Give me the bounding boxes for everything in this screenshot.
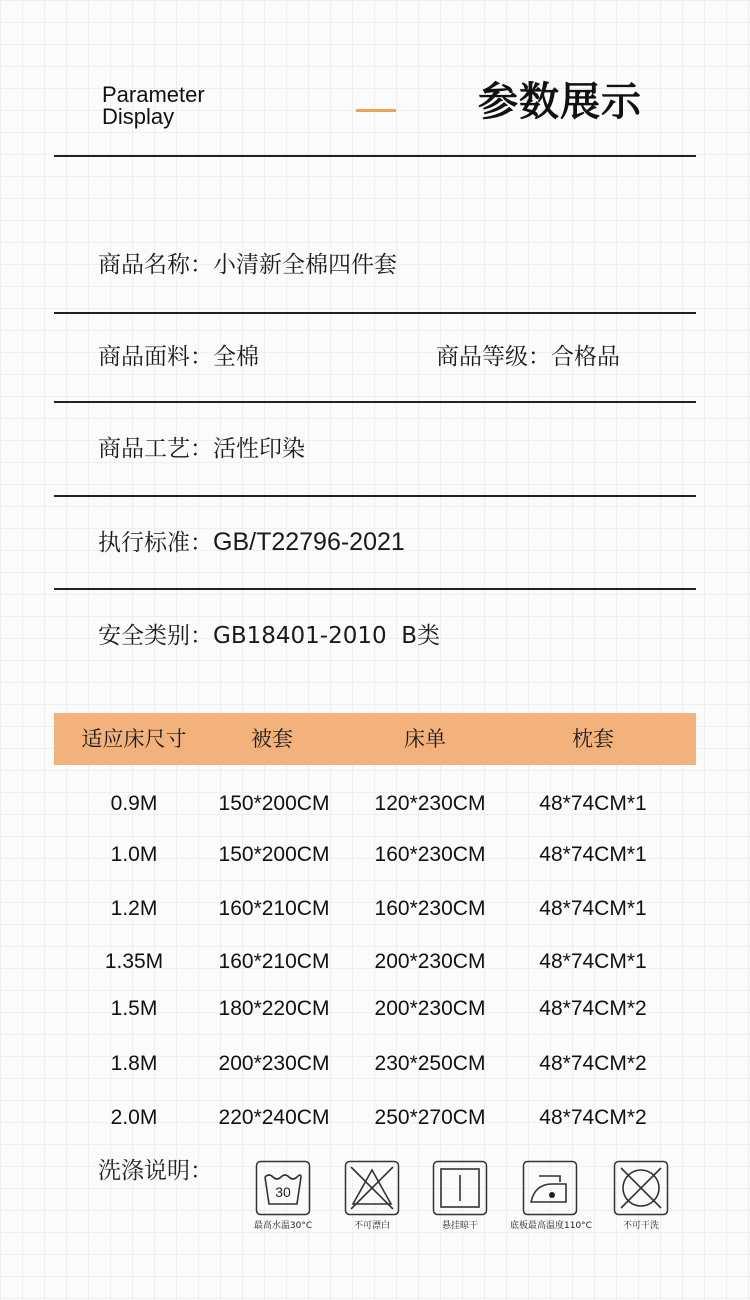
- param-standard-label: 执行标准：: [98, 530, 213, 556]
- param-grade: 商品等级：合格品: [436, 344, 620, 370]
- table-cell-size: 2.0M: [110, 1106, 158, 1129]
- table-cell-sheet: 230*250CM: [374, 1052, 486, 1075]
- table-cell-pillowcase: 48*74CM*1: [539, 897, 647, 920]
- table-cell-sheet: 120*230CM: [374, 792, 486, 815]
- wash-30-icon: [255, 1160, 311, 1216]
- table-cell-size: 1.0M: [110, 843, 158, 866]
- param-safety-value: GB18401-2010 B类: [213, 623, 441, 649]
- care-caption: 最高水温30°C: [253, 1221, 313, 1231]
- param-standard-value: GB/T22796-2021: [213, 528, 405, 556]
- table-cell-sheet: 200*230CM: [374, 950, 486, 973]
- washing-label: 洗涤说明：: [98, 1158, 213, 1184]
- care-caption: 不可漂白: [353, 1221, 390, 1231]
- iron-icon: [522, 1160, 578, 1216]
- divider: [54, 588, 696, 590]
- table-row: [54, 993, 696, 1025]
- param-name: 商品名称：小清新全棉四件套: [98, 252, 397, 278]
- param-safety: [98, 621, 440, 651]
- size-table-header-sheet: 床单: [404, 727, 446, 751]
- table-cell-size: 1.2M: [110, 897, 158, 920]
- page-title: 参数展示: [478, 79, 642, 125]
- care-item-no-dry-clean: [601, 1160, 681, 1232]
- divider: [54, 401, 696, 403]
- wash-temperature: 30: [275, 1184, 291, 1200]
- table-cell-size: 1.35M: [104, 950, 164, 973]
- table-cell-pillowcase: 48*74CM*2: [539, 997, 647, 1020]
- care-item-wash: [243, 1160, 323, 1232]
- care-item-no-bleach: [332, 1160, 412, 1232]
- hang-dry-icon: [432, 1160, 488, 1216]
- accent-dash: [356, 109, 396, 112]
- table-cell-duvet: 160*210CM: [218, 897, 330, 920]
- table-cell-pillowcase: 48*74CM*1: [539, 950, 647, 973]
- param-fabric: 商品面料：全棉: [98, 344, 259, 370]
- table-cell-pillowcase: 48*74CM*2: [539, 1052, 647, 1075]
- table-cell-pillowcase: 48*74CM*1: [539, 843, 647, 866]
- table-cell-pillowcase: 48*74CM*2: [539, 1106, 647, 1129]
- table-row: [54, 788, 696, 820]
- care-caption: 底板最高温度110°C: [510, 1221, 592, 1231]
- table-cell-sheet: 160*230CM: [374, 843, 486, 866]
- table-cell-size: 1.8M: [110, 1052, 158, 1075]
- table-cell-sheet: 250*270CM: [374, 1106, 486, 1129]
- table-row: [54, 893, 696, 925]
- table-cell-sheet: 200*230CM: [374, 997, 486, 1020]
- table-cell-size: 1.5M: [110, 997, 158, 1020]
- size-table-header-duvet: 被套: [251, 727, 293, 751]
- english-title: [102, 84, 282, 128]
- table-cell-sheet: 160*230CM: [374, 897, 486, 920]
- divider: [54, 495, 696, 497]
- table-cell-duvet: 150*200CM: [218, 792, 330, 815]
- divider: [54, 312, 696, 314]
- no-dry-clean-icon: [613, 1160, 669, 1216]
- table-cell-pillowcase: 48*74CM*1: [539, 792, 647, 815]
- table-row: [54, 839, 696, 871]
- table-row: [54, 1048, 696, 1080]
- care-caption: 不可干洗: [622, 1221, 659, 1231]
- size-table-header-pillowcase: 枕套: [572, 727, 614, 751]
- param-standard: [98, 527, 405, 558]
- param-craft: 商品工艺：活性印染: [98, 436, 305, 462]
- table-cell-duvet: 160*210CM: [218, 950, 330, 973]
- divider: [54, 155, 696, 157]
- param-safety-label: 安全类别：: [98, 623, 213, 649]
- care-item-hang-dry: [420, 1160, 500, 1232]
- table-cell-duvet: 150*200CM: [218, 843, 330, 866]
- table-cell-duvet: 220*240CM: [218, 1106, 330, 1129]
- table-row: [54, 946, 696, 978]
- care-item-iron: [510, 1160, 590, 1232]
- care-caption: 悬挂晾干: [441, 1221, 478, 1231]
- table-cell-size: 0.9M: [110, 792, 158, 815]
- english-title-line2: Display: [102, 104, 175, 129]
- no-bleach-icon: [344, 1160, 400, 1216]
- english-title-line1: Parameter: [102, 82, 205, 107]
- table-cell-duvet: 180*220CM: [218, 997, 330, 1020]
- table-row: [54, 1102, 696, 1134]
- table-cell-duvet: 200*230CM: [218, 1052, 330, 1075]
- size-table-header-size: 适应床尺寸: [81, 727, 187, 751]
